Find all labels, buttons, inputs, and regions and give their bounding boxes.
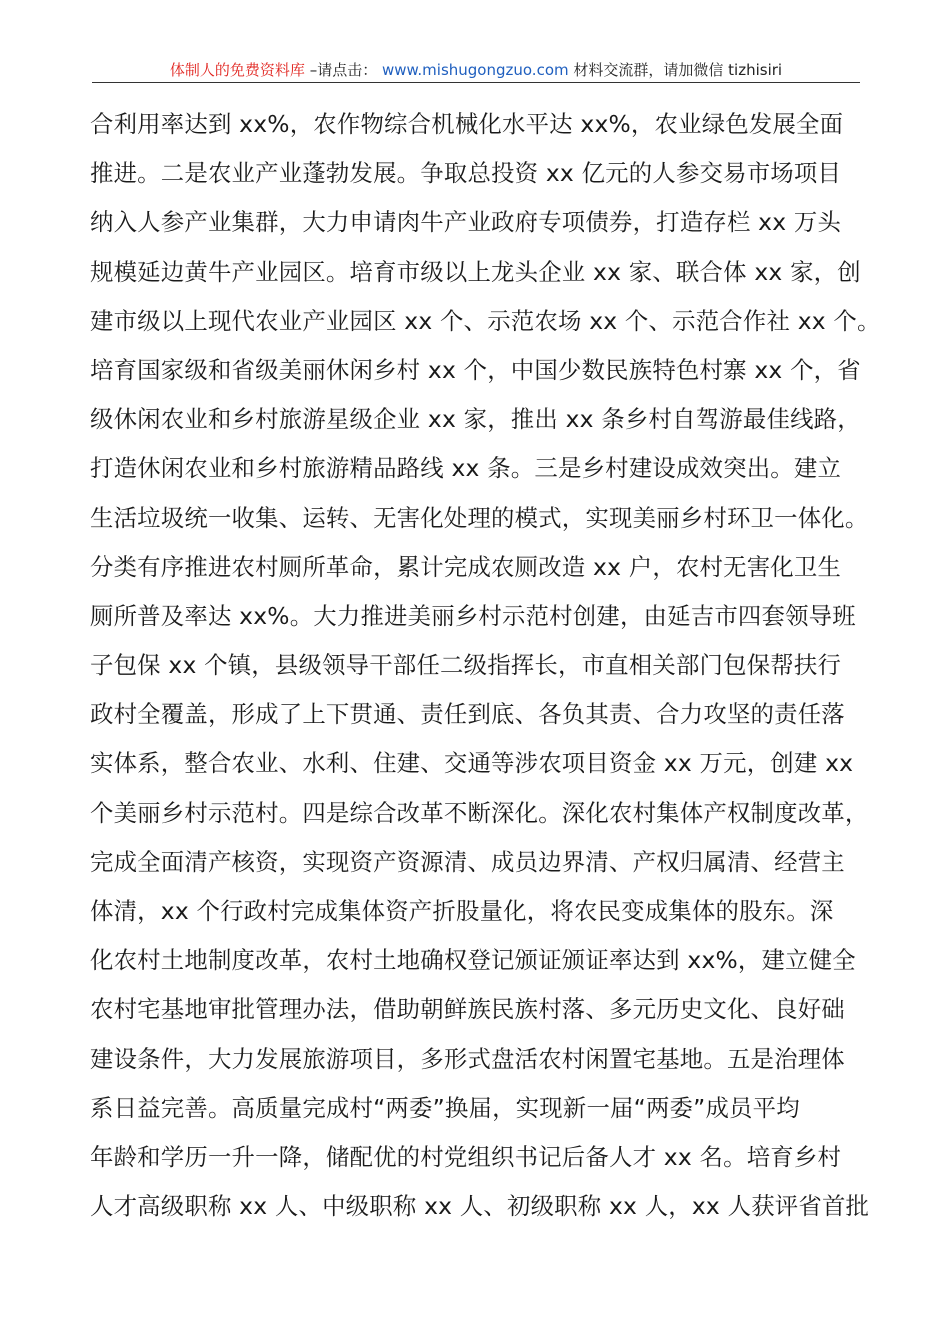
- text-line: 化农村土地制度改革，农村土地确权登记颁证颁证率达到 xx%，建立健全: [90, 946, 856, 975]
- site-url-link[interactable]: www.mishugongzuo.com: [381, 61, 569, 79]
- text-line: 建市级以上现代农业产业园区 xx 个、示范农场 xx 个、示范合作社 xx 个。: [90, 306, 881, 335]
- text-line: 建设条件，大力发展旅游项目，多形式盘活农村闲置宅基地。五是治理体: [90, 1044, 845, 1073]
- text-line: 年龄和学历一升一降，储配优的村党组织书记后备人才 xx 名。培育乡村: [90, 1142, 842, 1171]
- document-body: [90, 100, 880, 1231]
- wechat-note: 材料交流群，请加微信 tizhisiri: [573, 61, 783, 79]
- text-line: 子包保 xx 个镇，县级领导干部任二级指挥长，市直相关部门包保帮扶行: [90, 651, 842, 680]
- text-line: 系日益完善。高质量完成村“两委”换届，实现新一届“两委”成员平均: [90, 1093, 800, 1122]
- text-line: 厕所普及率达 xx%。大力推进美丽乡村示范村创建，由延吉市四套领导班: [90, 601, 856, 630]
- text-line: 打造休闲农业和乡村旅游精品路线 xx 条。三是乡村建设成效突出。建立: [90, 454, 842, 483]
- text-line: 生活垃圾统一收集、运转、无害化处理的模式，实现美丽乡村环卫一体化。: [90, 503, 869, 532]
- text-line: 完成全面清产核资，实现资产资源清、成员边界清、产权归属清、经营主: [90, 847, 845, 876]
- text-line: 合利用率达到 xx%，农作物综合机械化水平达 xx%，农业绿色发展全面: [90, 110, 844, 138]
- text-line: 人才高级职称 xx 人、中级职称 xx 人、初级职称 xx 人，xx 人获评省首批: [90, 1192, 870, 1221]
- text-line: 农村宅基地审批管理办法，借助朝鲜族民族村落、多元历史文化、良好础: [90, 995, 845, 1024]
- text-line: 培育国家级和省级美丽休闲乡村 xx 个，中国少数民族特色村寨 xx 个，省: [90, 355, 861, 384]
- text-line: 分类有序推进农村厕所革命，累计完成农厕改造 xx 户，农村无害化卫生: [90, 552, 842, 581]
- text-line: 级休闲农业和乡村旅游星级企业 xx 家，推出 xx 条乡村自驾游最佳线路，: [90, 405, 861, 434]
- header-prompt: –请点击：: [309, 61, 378, 79]
- text-line: 体清，xx 个行政村完成集体资产折股量化，将农民变成集体的股东。深: [90, 897, 834, 925]
- text-line: 个美丽乡村示范村。四是综合改革不断深化。深化农村集体产权制度改革，: [90, 798, 869, 827]
- text-line: 实体系，整合农业、水利、住建、交通等涉农项目资金 xx 万元，创建 xx: [90, 749, 854, 778]
- text-line: 政村全覆盖，形成了上下贯通、责任到底、各负其责、合力攻坚的责任落: [90, 700, 845, 729]
- text-line: 推进。二是农业产业蓬勃发展。争取总投资 xx 亿元的人参交易市场项目: [90, 159, 842, 188]
- page-header: [92, 58, 860, 82]
- text-line: 规模延边黄牛产业园区。培育市级以上龙头企业 xx 家、联合体 xx 家，创: [90, 257, 861, 286]
- header-divider: [92, 82, 860, 83]
- site-name: 体制人的免费资料库: [169, 61, 305, 79]
- text-line: 纳入人参产业集群，大力申请肉牛产业政府专项债券，打造存栏 xx 万头: [90, 208, 842, 237]
